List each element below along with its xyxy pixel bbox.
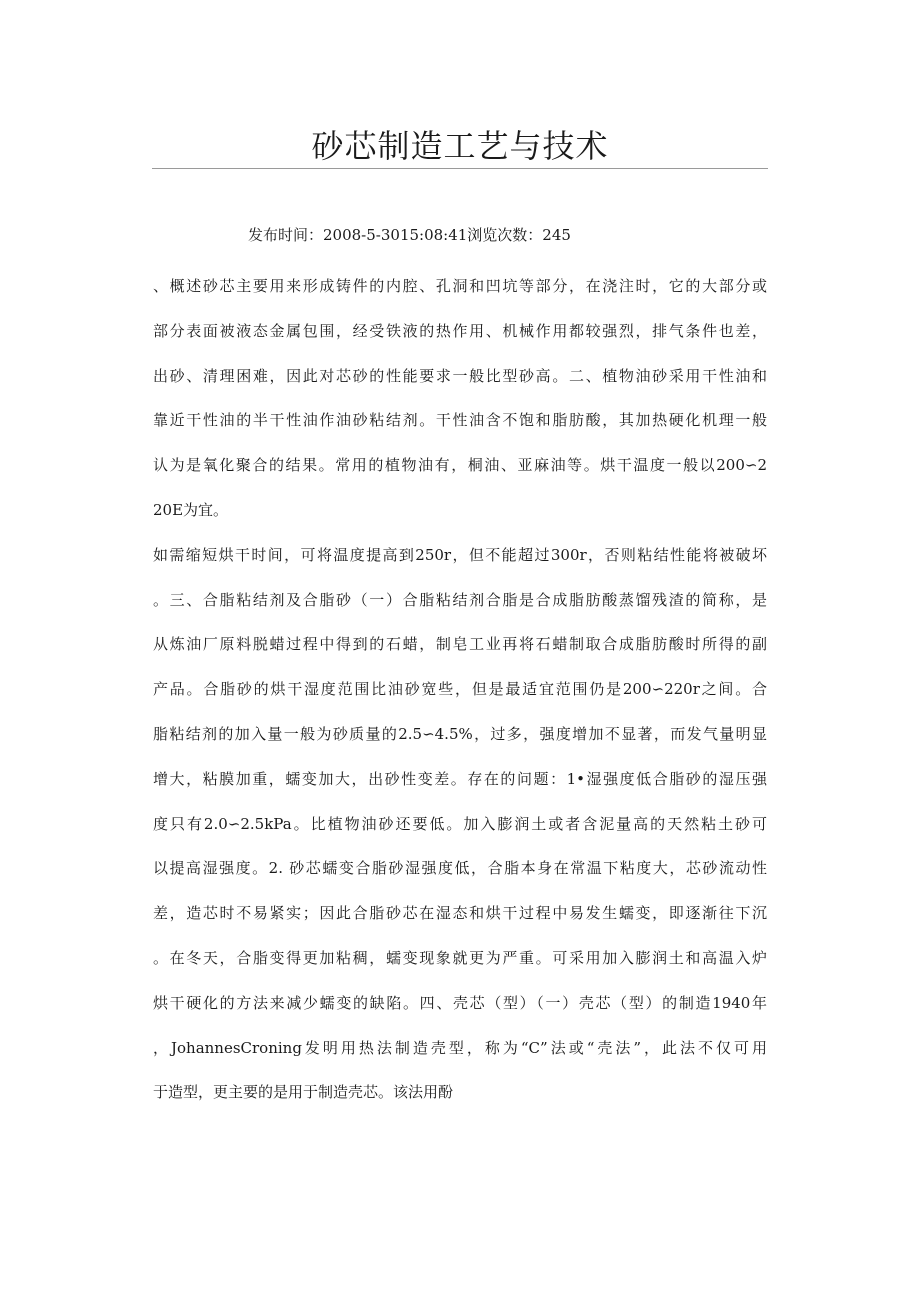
text-line: 。三、合脂粘结剂及合脂砂（一）合脂粘结剂合脂是合成脂肪酸蒸馏残渣的简称，是: [153, 590, 767, 609]
text-line: 脂粘结剂的加入量一般为砂质量的2.5∽4.5%，过多，强度增加不显著，而发气量明显: [153, 724, 767, 743]
publish-info: 发布时间：2008-5-3015:08:41浏览次数：245: [248, 226, 571, 244]
text-line: 。在冬天，合脂变得更加粘稠，蠕变现象就更为严重。可采用加入膨润土和高温入炉: [153, 948, 767, 967]
text-line: ，JohannesCroning发明用热法制造壳型，称为“C”法或“壳法”，此法不仅可用: [153, 1038, 767, 1057]
text-line: 产品。合脂砂的烘干湿度范围比油砂宽些，但是最适宜范围仍是200∽220r之间。合: [153, 680, 767, 699]
text-line: 靠近干性油的半干性油作油砂粘结剂。干性油含不饱和脂肪酸，其加热硬化机理一般: [153, 411, 767, 430]
text-line: 以提高湿强度。2. 砂芯蠕变合脂砂湿强度低，合脂本身在常温下粘度大，芯砂流动性: [153, 859, 767, 878]
text-line: 如需缩短烘干时间，可将温度提高到250r，但不能超过300r，否则粘结性能将被破坏: [153, 545, 767, 564]
text-line: 、概述砂芯主要用来形成铸件的内腔、孔洞和凹坑等部分，在浇注时，它的大部分或: [153, 277, 767, 295]
text-line: 度只有2.0∽2.5kPa。比植物油砂还要低。加入膨润土或者含泥量高的天然粘土砂可: [153, 814, 767, 833]
page-title: 砂芯制造工艺与技术: [311, 127, 609, 165]
text-line: 从炼油厂原料脱蜡过程中得到的石蜡，制皂工业再将石蜡制取合成脂肪酸时所得的副: [153, 635, 767, 654]
text-line: 烘干硬化的方法来减少蠕变的缺陷。四、壳芯（型）（一）壳芯（型）的制造1940年: [153, 993, 767, 1012]
text-line: 差，造芯时不易紧实；因此合脂砂芯在湿态和烘干过程中易发生蠕变，即逐渐往下沉: [153, 904, 767, 923]
text-line: 增大，粘膜加重，蠕变加大，出砂性变差。存在的问题：1•湿强度低合脂砂的湿压强: [153, 769, 767, 788]
article-body: [153, 264, 767, 1115]
text-line: 认为是氧化聚合的结果。常用的植物油有，桐油、亚麻油等。烘干温度一般以200∽2: [153, 456, 767, 475]
text-line: 出砂、清理困难，因此对芯砂的性能要求一般比型砂高。二、植物油砂采用干性油和: [153, 366, 767, 385]
text-line: 部分表面被液态金属包围，经受铁液的热作用、机械作用都较强烈，排气条件也差，: [153, 321, 767, 340]
text-line: 20E为宜。: [153, 500, 229, 519]
text-line: 于造型，更主要的是用于制造壳芯。该法用酚: [153, 1083, 454, 1102]
title-divider: [152, 168, 768, 169]
